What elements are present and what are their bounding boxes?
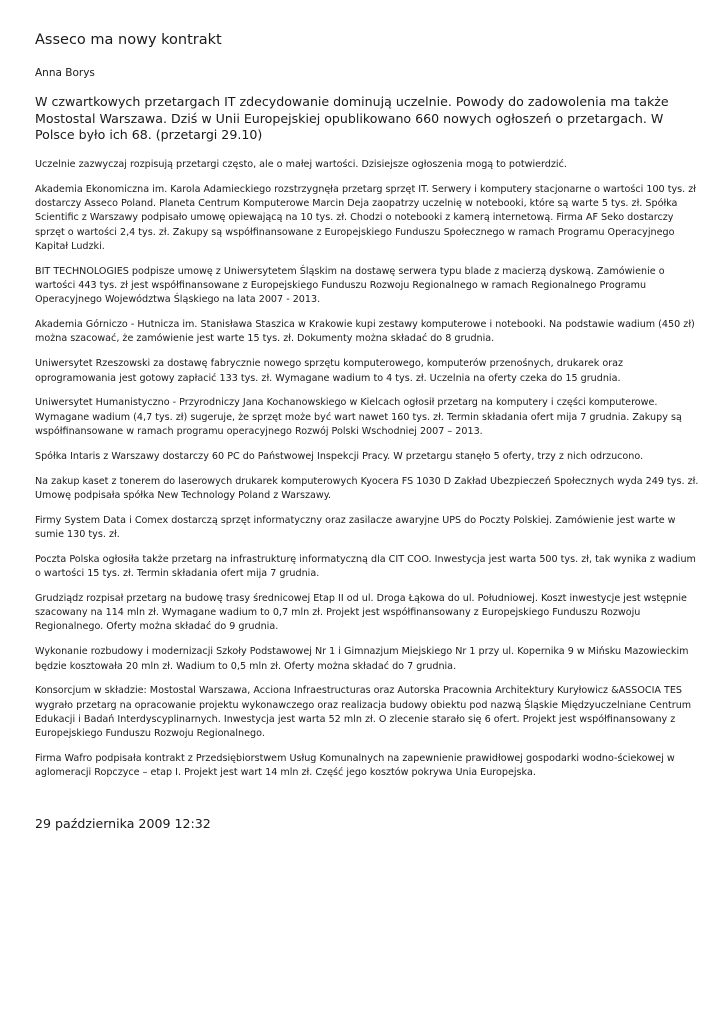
paragraph: Wykonanie rozbudowy i modernizacji Szkoły Podstawowej Nr 1 i Gimnazjum Miejskiego Nr 1 przy ul. Kopernika 9 w Mińsku Mazowieckim będzie kosztowała 20 mln zł. Wadium to 0,5 mln zł. Oferty można składać do 7 grudnia. — [35, 646, 689, 672]
paragraph: BIT TECHNOLOGIES podpisze umowę z Uniwersytetem Śląskim na dostawę serwera typu blade z macierzą dyskową. Zamówienie o wartości 443 tys. zł jest współfinansowane z Europejskiego Funduszu Rozwoju Regionalnego w ramach Regionalnego Programu Operacyjnego Województwa Śląskiego na lata 2007 - 2013. — [35, 265, 665, 306]
paragraph: Na zakup kaset z tonerem do laserowych drukarek komputerowych Kyocera FS 1030 D Zakład Ubezpieczeń Społecznych wyda 249 tys. zł. Umowę podpisała spółka New Technology Poland z Warszawy. — [35, 475, 699, 501]
paragraph: Uniwersytet Humanistyczno - Przyrodniczy Jana Kochanowskiego w Kielcach ogłosił przetarg na komputery i części komputerowe. Wymagane wadium (4,7 tys. zł) sugeruje, że sprzęt może być wart nawet 160 tys. zł. Termin składania ofert mija 7 grudnia. Zakupy są współfinansowane w ramach programu operacyjnego Rozwój Polski Wschodniej 2007 – 2013. — [35, 397, 682, 437]
paragraph: Spółka Intaris z Warszawy dostarczy 60 PC do Państwowej Inspekcji Pracy. W przetargu stanęło 5 oferty, trzy z nich odrzucono. — [35, 450, 644, 462]
article-author: Anna Borys — [35, 67, 95, 79]
paragraph: Akademia Górniczo - Hutnicza im. Stanisława Staszica w Krakowie kupi zestawy komputerowe i notebooki. Na podstawie wadium (450 zł) można szacować, że zamówienie jest warte 15 tys. zł. Dokumenty można składać do 8 grudnia. — [35, 319, 695, 345]
paragraph: Konsorcjum w składzie: Mostostal Warszawa, Acciona Infraestructuras oraz Autorska Pracownia Architektury Kuryłowicz &ASSOCIA TES wygrało przetarg na opracowanie projektu wykonawczego oraz realizacja budowy obiektu pod nazwą Śląskie Międzyuczelniane Centrum Edukacji i Badań Interdyscyplinarnych. Inwestycja jest warta 52 mln zł. O zlecenie starało się 6 ofert. Projekt jest współfinansowany z Europejskiego Funduszu Rozwoju Regionalnego. — [35, 685, 692, 740]
paragraph: Firmy System Data i Comex dostarczą sprzęt informatyczny oraz zasilacze awaryjne UPS do Poczty Polskiej. Zamówienie jest warte w sumie 130 tys. zł. — [35, 514, 676, 540]
paragraph: Uczelnie zazwyczaj rozpisują przetargi często, ale o małej wartości. Dzisiejsze ogłoszenia mogą to potwierdzić. — [35, 159, 567, 170]
paragraph: Akademia Ekonomiczna im. Karola Adamieckiego rozstrzygnęła przetarg sprzęt IT. Serwery i komputery stacjonarne o wartości 100 tys. zł dostarczy Asseco Poland. Planeta Centrum Komputerowe Marcin Deja zaopatrzy uczelnię w notebooki, które są warte 5 tys. zł. Spółka Scientific z Warszawy podpisało umowę opiewającą na 10 tys. zł. Chodzi o notebooki z kamerą internetową. Firma AF Seko dostarczy sprzęt o wartości 2,4 tys. zł. Zakupy są współfinansowane z Europejskiego Funduszu Społecznego w ramach Programu Operacyjnego Kapitał Ludzki. — [35, 183, 697, 252]
paragraph: Uniwersytet Rzeszowski za dostawę fabrycznie nowego sprzętu komputerowego, komputerów przenośnych, drukarek oraz oprogramowania jest gotowy zapłacić 133 tys. zł. Wymagane wadium to 4 tys. zł. Uczelnia na oferty czeka do 15 grudnia. — [35, 358, 624, 384]
paragraph: Grudziądz rozpisał przetarg na budowę trasy średnicowej Etap II od ul. Droga Łąkowa do ul. Południowej. Koszt inwestycje jest wstępnie szacowany na 114 mln zł. Wymagane wadium to 0,7 mln zł. Projekt jest współfinansowany z Europejskiego Funduszu Rozwoju Regionalnego. Oferty można składać do 9 grudnia. — [35, 592, 687, 633]
paragraph: Poczta Polska ogłosiła także przetarg na infrastrukturę informatyczną dla CIT COO. Inwestycja jest warta 500 tys. zł, tak wynika z wadium o wartości 15 tys. zł. Termin składania ofert mija 7 grudnia. — [35, 553, 696, 580]
article-date: 29 października 2009 12:32 — [35, 816, 211, 831]
article-title: Asseco ma nowy kontrakt — [35, 32, 222, 48]
article-body — [35, 158, 700, 791]
paragraph: Firma Wafro podpisała kontrakt z Przedsiębiorstwem Usług Komunalnych na zapewnienie prawidłowej gospodarki wodno-ściekowej w aglomeracji Ropczyce – etap I. Projekt jest wart 14 mln zł. Część jego kosztów pokrywa Unia Europejska. — [35, 753, 675, 779]
article-lead: W czwartkowych przetargach IT zdecydowanie dominują uczelnie. Powody do zadowolenia ma także Mostostal Warszawa. Dziś w Unii Europejskiej opublikowano 660 nowych ogłoszeń o przetargach. W Polsce było ich 68. (przetargi 29.10) — [35, 94, 669, 142]
